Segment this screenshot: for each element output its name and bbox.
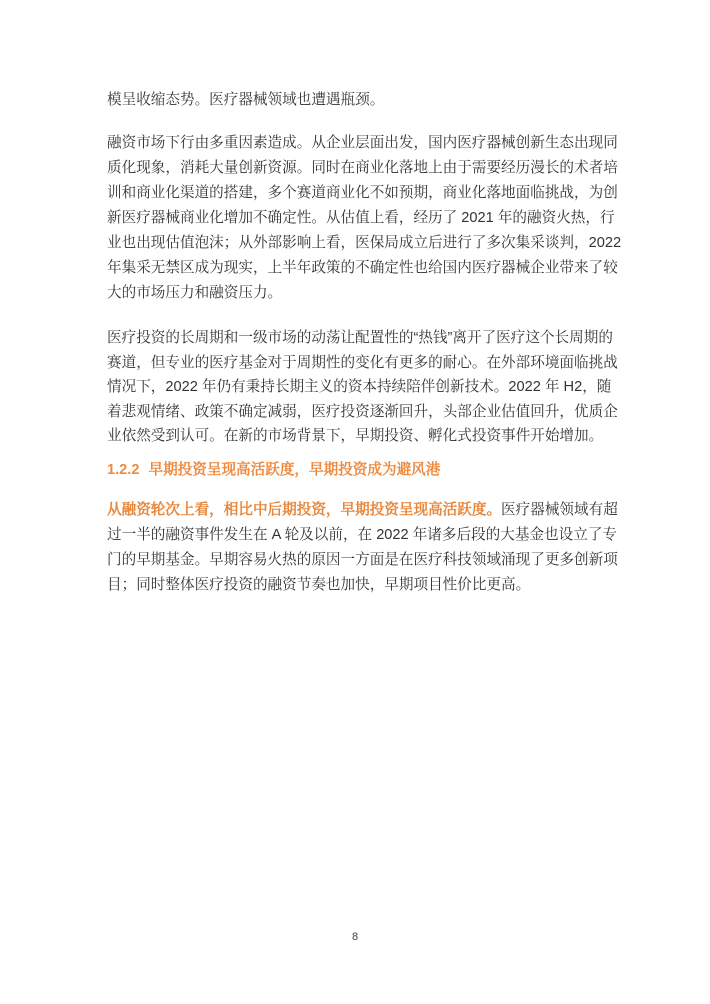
text-line xyxy=(107,498,618,523)
text-line: 目；同时整体医疗投资的融资节奏也加快，早期项目性价比更高。 xyxy=(107,577,531,593)
paragraph-early-stage xyxy=(107,498,618,598)
text-line: 大的市场压力和融资压力。 xyxy=(107,285,283,301)
text-line: 业也出现估值泡沫；从外部影响上看，医保局成立后进行了多次集采谈判，2022 xyxy=(107,235,622,251)
text-line: 新医疗器械商业化增加不确定性。从估值上看，经历了 2021 年的融资火热，行 xyxy=(107,210,615,226)
paragraph-long-cycle xyxy=(107,326,618,449)
text-line: 模呈收缩态势。医疗器械领域也遭遇瓶颈。 xyxy=(107,92,385,108)
text-line: 质化现象，消耗大量创新资源。同时在商业化落地上由于需要经历漫长的术者培 xyxy=(107,160,618,176)
text-line: 门的早期基金。早期容易火热的原因一方面是在医疗科技领域涌现了更多创新项 xyxy=(107,552,618,568)
text-line: 着悲观情绪、政策不确定减弱，医疗投资逐渐回升，头部企业估值回升，优质企 xyxy=(107,403,618,420)
text-span: 医疗器械领域有超 xyxy=(501,502,618,518)
text-line: 融资市场下行由多重因素造成。从企业层面出发，国内医疗器械创新生态出现同 xyxy=(107,135,618,151)
text-line: 年集采无禁区成为现实，上半年政策的不确定性也给国内医疗器械企业带来了较 xyxy=(107,260,618,276)
text-line: 赛道，但专业的医疗基金对于周期性的变化有更多的耐心。在外部环境面临挑战 xyxy=(107,354,618,371)
paragraph-financing-decline xyxy=(107,131,622,306)
paragraph-continuation xyxy=(107,88,603,113)
section-title: 早期投资呈现高活跃度，早期投资成为避风港 xyxy=(148,462,441,478)
page-number: 8 xyxy=(351,931,359,943)
section-heading xyxy=(107,458,603,483)
text-line: 情况下，2022 年仍有秉持长期主义的资本持续陪伴创新技术。2022 年 H2，随 xyxy=(107,379,612,395)
section-number: 1.2.2 xyxy=(107,462,140,478)
text-line: 业依然受到认可。在新的市场背景下，早期投资、孵化式投资事件开始增加。 xyxy=(107,428,604,444)
text-line: 训和商业化渠道的搭建，多个赛道商业化不如预期，商业化落地面临挑战，为创 xyxy=(107,185,618,201)
emphasis-text: 从融资轮次上看，相比中后期投资，早期投资呈现高活跃度。 xyxy=(107,502,502,518)
text-line: 过一半的融资事件发生在 A 轮及以前，在 2022 年诸多后段的大基金也设立了专 xyxy=(107,527,618,543)
text-line: 医疗投资的长周期和一级市场的动荡让配置性的“热钱”离开了医疗这个长周期的 xyxy=(107,330,613,346)
